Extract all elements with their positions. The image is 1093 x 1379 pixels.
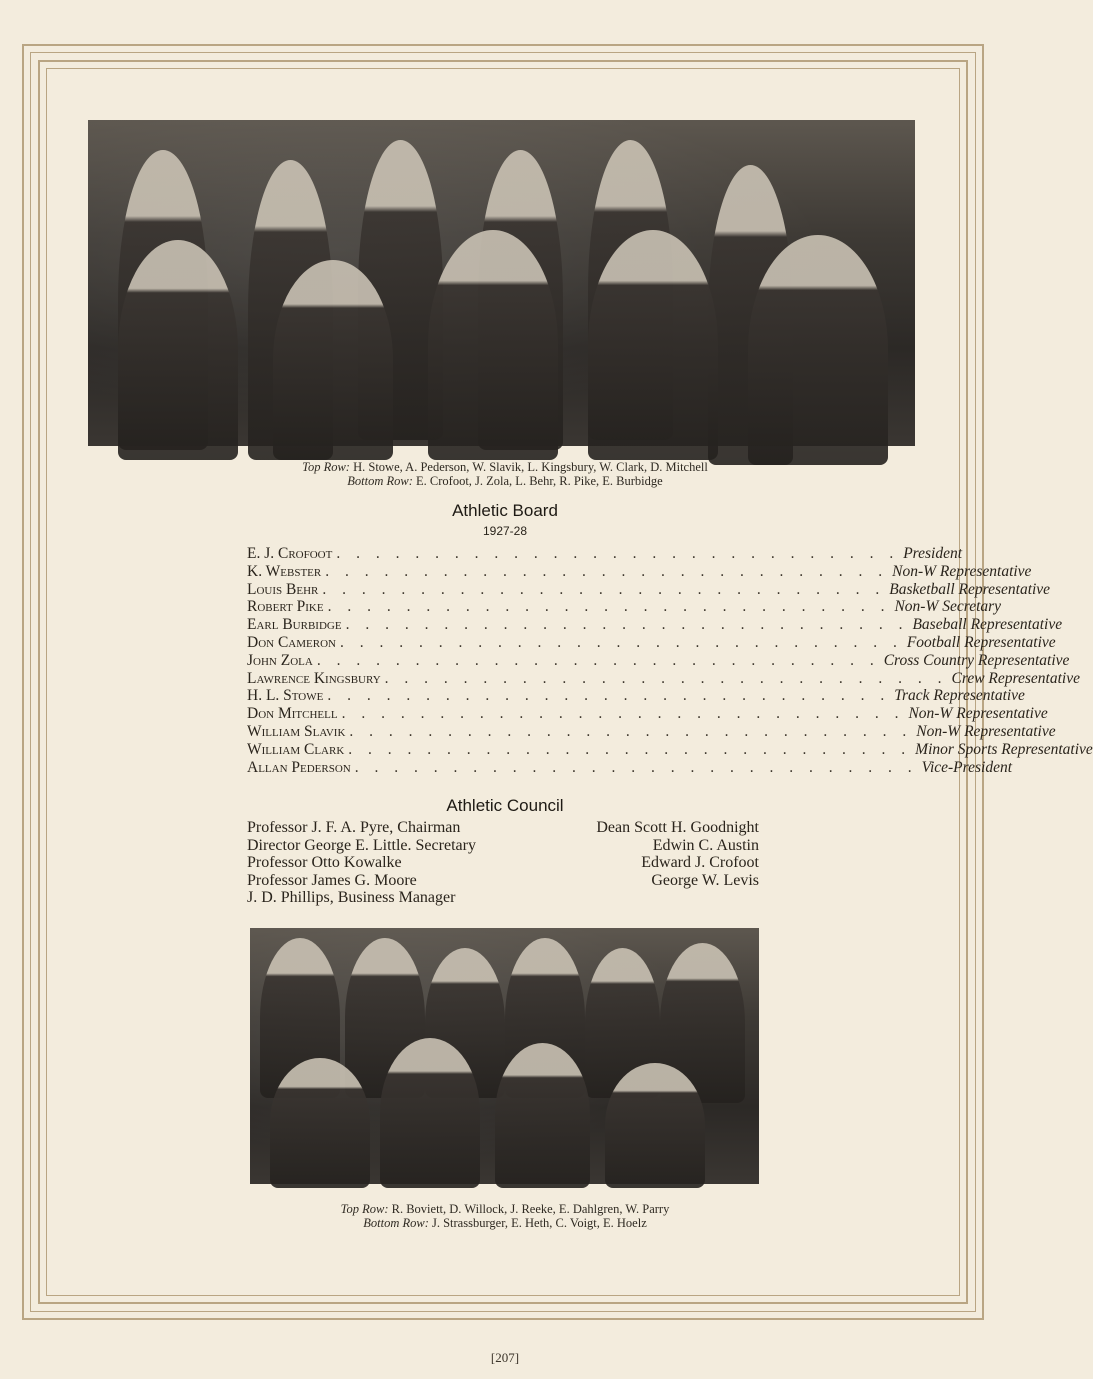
- caption-bottom-row-label: Bottom Row:: [363, 1216, 429, 1230]
- board-member-role: Football Representative: [906, 633, 1056, 651]
- board-member-name: Earl Burbidge: [247, 616, 342, 634]
- board-member-name: Allan Pederson: [247, 758, 351, 776]
- board-member-row: [247, 633, 1056, 652]
- leader-dots: . . . . . . . . . . . . . . . . . . . . . . . . . . . . .: [327, 598, 891, 616]
- leader-dots: . . . . . . . . . . . . . . . . . . . . . . . . . . . . .: [341, 705, 905, 723]
- top-photo-caption: [0, 460, 1010, 488]
- page-number: [207]: [490, 1350, 520, 1365]
- leader-dots: . . . . . . . . . . . . . . . . . . . . . . . . . . . . .: [322, 580, 886, 598]
- athletic-board-year: 1927-28: [482, 524, 528, 538]
- board-member-name: Lawrence Kingsbury: [247, 669, 381, 687]
- board-member-name: William Slavik: [247, 722, 346, 740]
- board-member-name: Robert Pike: [247, 598, 324, 616]
- leader-dots: . . . . . . . . . . . . . . . . . . . . . . . . . . . . .: [325, 562, 889, 580]
- board-member-role: Non-W Representative: [908, 705, 1048, 723]
- board-member-role: President: [903, 545, 963, 562]
- athletic-board-title: Athletic Board: [452, 501, 558, 520]
- board-member-role: Cross Country Representative: [883, 651, 1070, 669]
- caption-top-row-names: H. Stowe, A. Pederson, W. Slavik, L. Kingsbury, W. Clark, D. Mitchell: [353, 460, 708, 474]
- board-member-name: William Clark: [247, 740, 345, 758]
- caption-top-row-names: R. Boviett, D. Willock, J. Reeke, E. Dahlgren, W. Parry: [391, 1202, 670, 1216]
- board-member-name: Louis Behr: [247, 580, 319, 598]
- council-left-column: [247, 819, 476, 907]
- athletic-board-list: [247, 545, 1093, 776]
- leader-dots: . . . . . . . . . . . . . . . . . . . . . . . . . . . . .: [345, 616, 909, 634]
- board-member-role: Track Representative: [894, 687, 1025, 705]
- bottom-photo-caption: [0, 1202, 1010, 1230]
- council-member: Director George E. Little. Secretary: [247, 836, 476, 854]
- council-right-column: [596, 819, 759, 889]
- leader-dots: . . . . . . . . . . . . . . . . . . . . . . . . . . . . .: [354, 758, 918, 776]
- board-member-row: [247, 705, 1048, 723]
- board-member-row: [247, 598, 1002, 616]
- leader-dots: . . . . . . . . . . . . . . . . . . . . . . . . . . . . .: [349, 722, 913, 740]
- athletic-council-photo: [250, 928, 759, 1184]
- board-member-name: K. Webster: [247, 562, 322, 580]
- leader-dots: . . . . . . . . . . . . . . . . . . . . . . . . . . . . .: [336, 545, 900, 562]
- board-member-name: E. J. Crofoot: [247, 545, 333, 562]
- council-member: J. D. Phillips, Business Manager: [247, 889, 456, 907]
- caption-top-row-label: Top Row:: [302, 460, 350, 474]
- leader-dots: . . . . . . . . . . . . . . . . . . . . . . . . . . . . .: [348, 740, 912, 758]
- board-member-row: [247, 580, 1051, 599]
- board-member-row: [247, 758, 1012, 777]
- leader-dots: . . . . . . . . . . . . . . . . . . . . . . . . . . . . .: [327, 687, 891, 705]
- caption-bottom-row-names: J. Strassburger, E. Heth, C. Voigt, E. Hoelz: [431, 1216, 647, 1230]
- board-member-row: [247, 722, 1056, 741]
- caption-bottom-row-label: Bottom Row:: [347, 474, 413, 488]
- leader-dots: . . . . . . . . . . . . . . . . . . . . . . . . . . . . .: [384, 669, 948, 687]
- caption-bottom-row-names: E. Crofoot, J. Zola, L. Behr, R. Pike, E. Burbidge: [416, 474, 663, 488]
- board-member-name: Don Cameron: [247, 633, 336, 651]
- board-member-row: [247, 687, 1025, 705]
- council-member: Edwin C. Austin: [652, 836, 759, 854]
- board-member-row: [247, 616, 1063, 634]
- council-member: George W. Levis: [651, 871, 759, 889]
- board-member-row: [247, 651, 1070, 670]
- board-member-role: Vice-President: [921, 758, 1012, 776]
- council-member: Professor James G. Moore: [247, 871, 417, 889]
- board-member-name: Don Mitchell: [247, 705, 338, 723]
- board-member-name: H. L. Stowe: [247, 687, 324, 705]
- board-member-role: Crew Representative: [951, 669, 1080, 687]
- athletic-board-photo: [88, 120, 915, 446]
- athletic-council-title: Athletic Council: [446, 796, 564, 815]
- council-member: Dean Scott H. Goodnight: [596, 819, 759, 836]
- leader-dots: . . . . . . . . . . . . . . . . . . . . . . . . . . . . .: [316, 651, 880, 669]
- board-member-role: Baseball Representative: [912, 616, 1063, 634]
- board-member-role: Non-W Secretary: [894, 598, 1002, 616]
- board-member-row: [247, 669, 1080, 688]
- leader-dots: . . . . . . . . . . . . . . . . . . . . . . . . . . . . .: [339, 633, 903, 651]
- council-member: Professor J. F. A. Pyre, Chairman: [247, 819, 461, 836]
- board-member-role: Minor Sports Representative: [915, 740, 1093, 758]
- council-member: Edward J. Crofoot: [641, 854, 759, 872]
- board-member-name: John Zola: [247, 651, 313, 669]
- board-member-row: [247, 545, 963, 563]
- board-member-row: [247, 740, 1093, 759]
- board-member-role: Non-W Representative: [916, 722, 1056, 740]
- board-member-role: Basketball Representative: [889, 580, 1051, 598]
- council-member: Professor Otto Kowalke: [247, 854, 402, 872]
- board-member-role: Non-W Representative: [892, 562, 1032, 580]
- caption-top-row-label: Top Row:: [340, 1202, 389, 1216]
- board-member-row: [247, 562, 1032, 581]
